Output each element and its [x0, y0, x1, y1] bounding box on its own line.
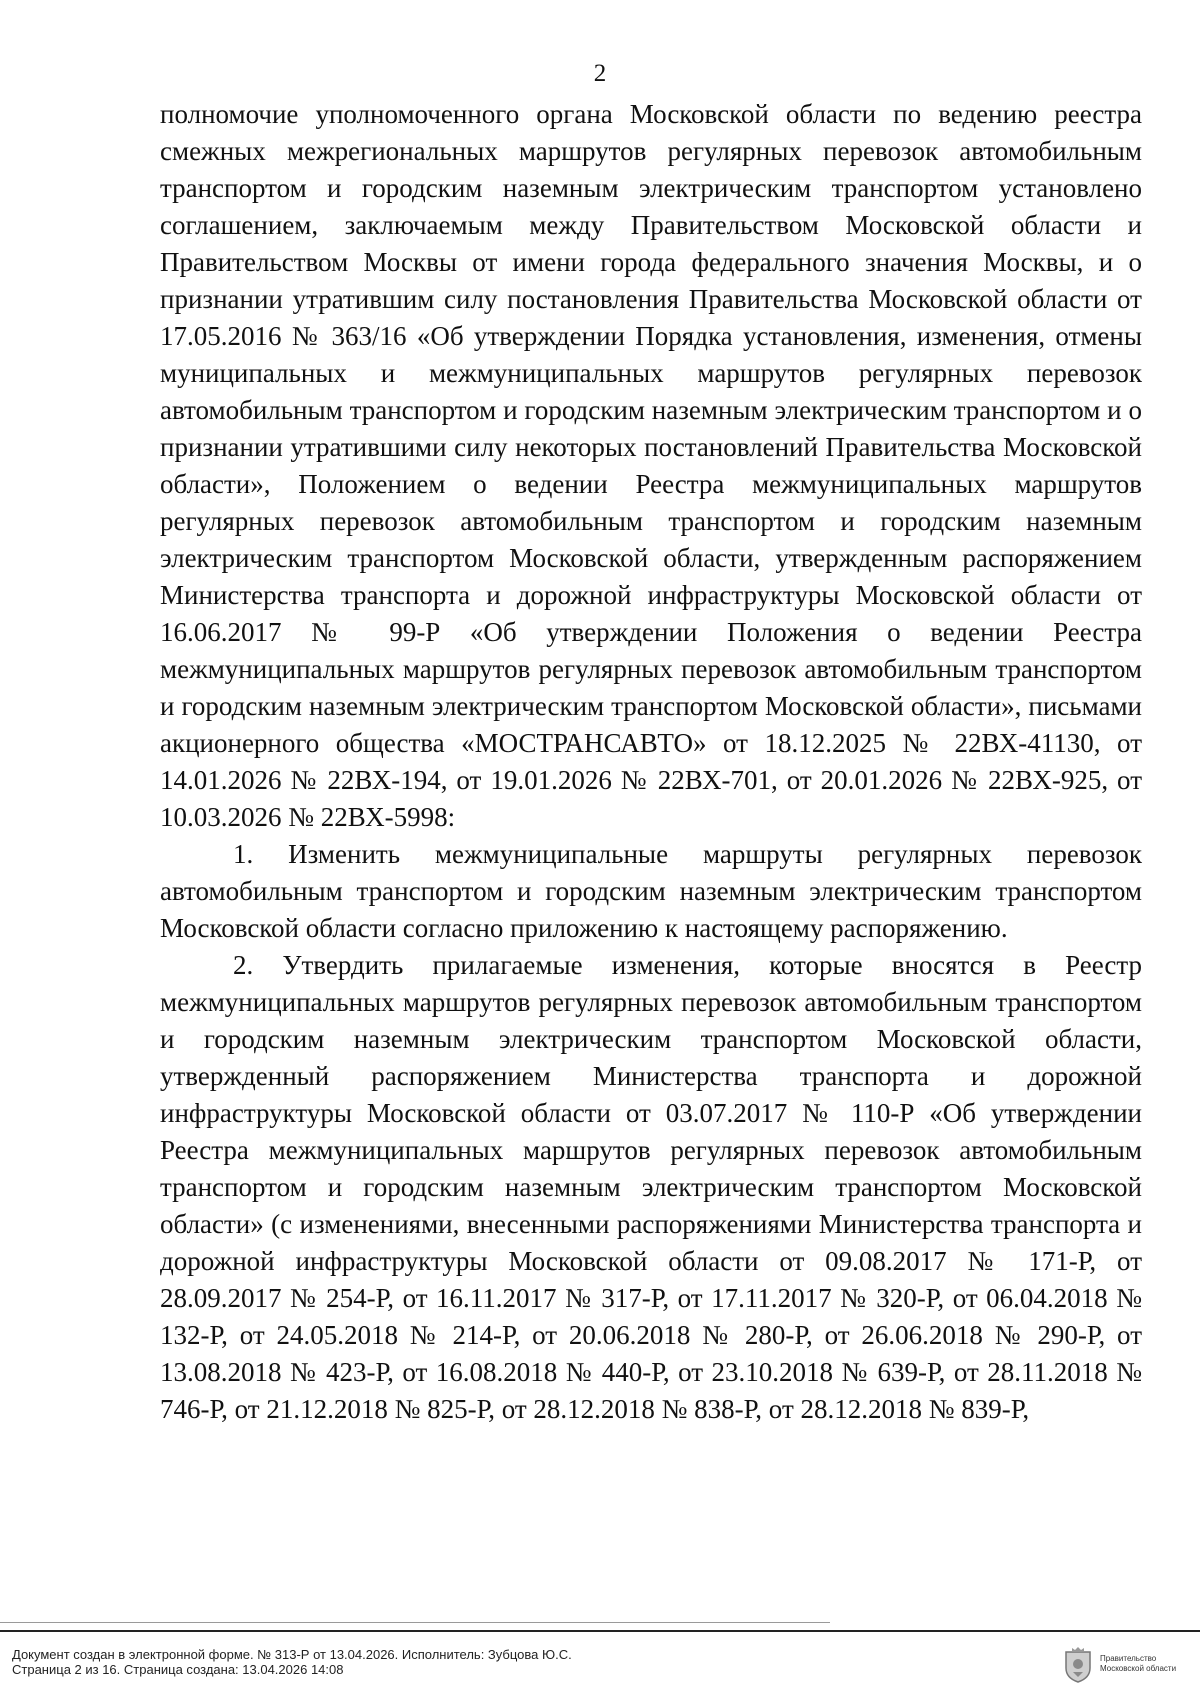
logo-caption-line-2: Московской области [1100, 1664, 1177, 1673]
government-logo [1062, 1646, 1192, 1684]
moscow-region-emblem-icon [1062, 1646, 1094, 1684]
footer-divider-thin [0, 1622, 830, 1623]
footer-page-info: Страница 2 из 16. Страница создана: 13.04.2026 14:08 [12, 1662, 344, 1677]
logo-caption-line-1: Правительство [1100, 1654, 1157, 1663]
page-number: 2 [593, 60, 607, 87]
footer-document-info: Документ создан в электронной форме. № 313-Р от 13.04.2026. Исполнитель: Зубцова Ю.С. [12, 1647, 572, 1662]
paragraph-preamble: полномочие уполномоченного органа Московской области по ведению реестра смежных межрегиональных маршрутов регулярных перевозок автомобильным транспортом и городским наземным электрическим транспортом установлено соглашением, заключаемым между Правительством Московской области и Правительством Москвы от имени города федерального значения Москвы, и о признании утратившим силу постановления Правительства Московской области от 17.05.2016 № 363/16 «Об утверждении Порядка установления, изменения, отмены муниципальных и межмуниципальных маршрутов регулярных перевозок автомобильным транспортом и городским наземным электрическим транспортом и о признании утратившими силу некоторых постановлений Правительства Московской области», Положением о ведении Реестра межмуниципальных маршрутов регулярных перевозок автомобильным транспортом и городским наземным электрическим транспортом Московской области, утвержденным распоряжением Министерства транспорта и дорожной инфраструктуры Московской области от 16.06.2017 № 99-Р «Об утверждении Положения о ведении Реестра межмуниципальных маршрутов регулярных перевозок автомобильным транспортом и городским наземным электрическим транспортом Московской области», письмами акционерного общества «МОСТРАНСАВТО» от 18.12.2025 № 22ВХ-41130, от 14.01.2026 № 22ВХ-194, от 19.01.2026 № 22ВХ-701, от 20.01.2026 № 22ВХ-925, от 10.03.2026 № 22ВХ-5998: [160, 99, 1142, 832]
logo-caption [1100, 1654, 1176, 1674]
paragraph-item-2: 2. Утвердить прилагаемые изменения, которые вносятся в Реестр межмуниципальных маршрутов регулярных перевозок автомобильным транспортом и городским наземным электрическим транспортом Московской области, утвержденный распоряжением Министерства транспорта и дорожной инфраструктуры Московской области от 03.07.2017 № 110-Р «Об утверждении Реестра межмуниципальных маршрутов регулярных перевозок автомобильным транспортом и городским наземным электрическим транспортом Московской области» (с изменениями, внесенными распоряжениями Министерства транспорта и дорожной инфраструктуры Московской области от 09.08.2017 № 171-Р, от 28.09.2017 № 254-Р, от 16.11.2017 № 317-Р, от 17.11.2017 № 320-Р, от 06.04.2018 № 132-Р, от 24.05.2018 № 214-Р, от 20.06.2018 № 280-Р, от 26.06.2018 № 290-Р, от 13.08.2018 № 423-Р, от 16.08.2018 № 440-Р, от 23.10.2018 № 639-Р, от 28.11.2018 № 746-Р, от 21.12.2018 № 825-Р, от 28.12.2018 № 838-Р, от 28.12.2018 № 839-Р, [160, 950, 1142, 1424]
document-body [160, 96, 1142, 1428]
footer-divider [0, 1630, 1200, 1632]
footer-info [12, 1647, 1012, 1677]
paragraph-item-1: 1. Изменить межмуниципальные маршруты регулярных перевозок автомобильным транспортом и городским наземным электрическим транспортом Московской области согласно приложению к настоящему распоряжению. [160, 839, 1142, 943]
